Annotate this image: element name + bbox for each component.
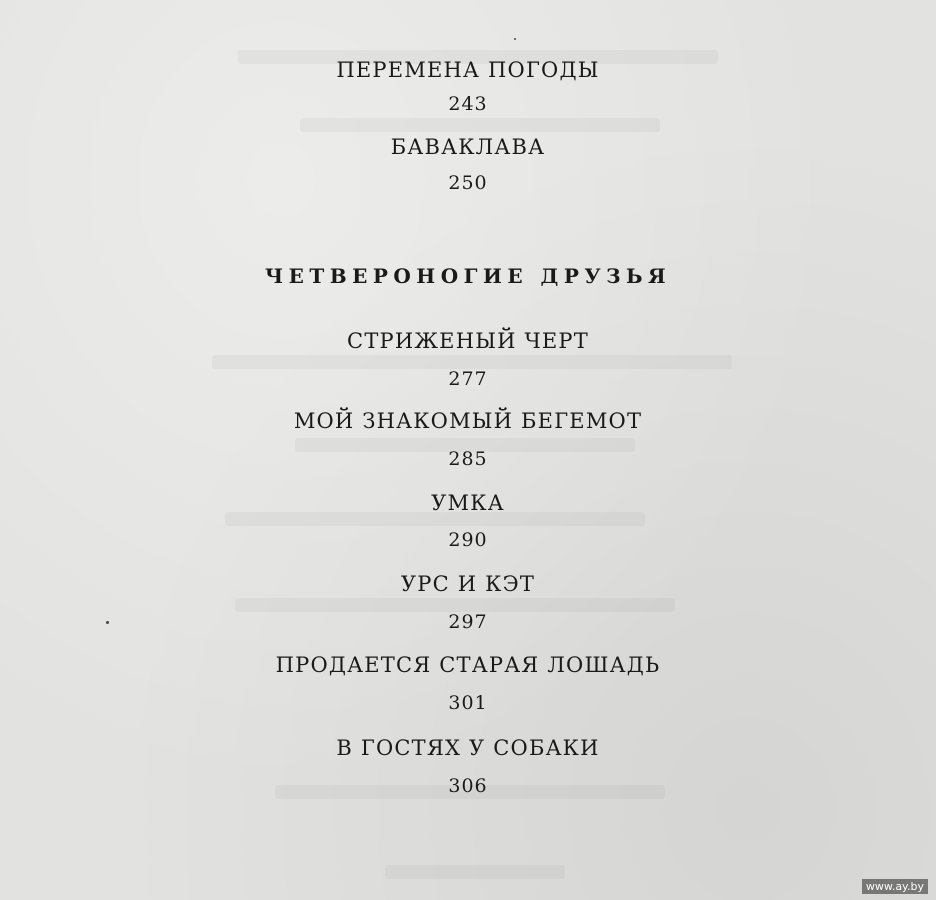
paper-speck	[514, 38, 516, 40]
bleed-through-mark	[385, 865, 565, 879]
bleed-through-mark	[300, 118, 660, 132]
toc-entry-title: УМКА	[431, 491, 505, 515]
toc-entry-title: МОЙ ЗНАКОМЫЙ БЕГЕМОТ	[293, 409, 643, 433]
toc-entry-page: 243	[448, 93, 488, 115]
bleed-through-mark	[235, 598, 675, 612]
toc-entry-title: ПЕРЕМЕНА ПОГОДЫ	[336, 58, 600, 82]
toc-entry-page: 297	[448, 611, 488, 633]
toc-entry-page: 250	[448, 172, 488, 194]
toc-entry-title: СТРИЖЕНЫЙ ЧЕРТ	[347, 329, 589, 353]
toc-entry-title: БАВАКЛАВА	[390, 135, 546, 159]
site-watermark: www.ay.by	[862, 879, 928, 894]
toc-entry-page: 301	[448, 692, 488, 714]
toc-entry-page: 290	[448, 529, 488, 551]
toc-entry-title: УРС И КЭТ	[400, 572, 536, 596]
toc-entry-page: 285	[448, 448, 488, 470]
bleed-through-mark	[212, 355, 732, 369]
toc-entry-page: 306	[448, 775, 488, 797]
toc-entry-page: 277	[448, 368, 488, 390]
section-heading: ЧЕТВЕРОНОГИЕ ДРУЗЬЯ	[264, 264, 672, 288]
toc-entry-title: ПРОДАЕТСЯ СТАРАЯ ЛОШАДЬ	[275, 653, 661, 677]
toc-entry-title: В ГОСТЯХ У СОБАКИ	[336, 736, 600, 760]
